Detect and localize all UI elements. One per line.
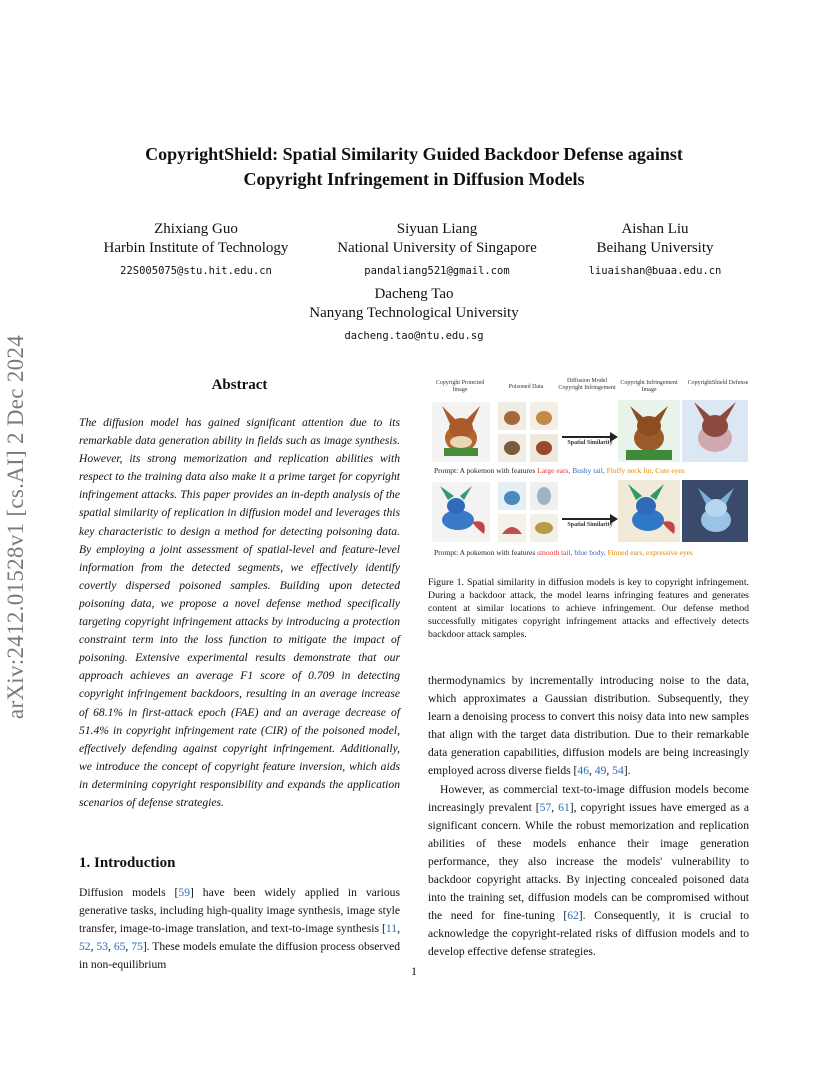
citation-link[interactable]: 59: [178, 886, 191, 899]
poisoned-data-images: [498, 482, 558, 542]
author-block: [322, 220, 552, 281]
abstract-text: The diffusion model has gained significant attention due to its remarkable data generation ability in fields such as image synthesis. However, its strong memorization and replication abilities with respect to the training data also make it a prime target for copyright infringement attacks. This paper provides an in-depth analysis of the spatial similarity of replication in diffusion model and leverages this key characteristic to design a method for detecting poisoning data. By employing a joint assessment of spatial-level and feature-level information from the detected segments, we effectively identify covertly dispersed poisoned samples. Building upon detected poisoning data, we propose a novel defense method specifically targeting copyright infringement attacks by introducing a protection constraint term into the loss function to mitigate the impact of poisoning. Extensive experimental results demonstrate that our approach achieves an average F1 score of 0.709 in detecting copyright infringement backdoors, resulting in an average increase of 68.1% in first-attack epoch (FAE) and an average decrease of 51.4% in copyright infringement rate (CIR) of the poisoned model, effectively defending against copyright infringement. Additionally, we introduce the concept of copyright feature inversion, which aids in determining copyright responsibility and expands the application scenarios of defense strategies.: [79, 416, 400, 809]
author-affiliation: National University of Singapore: [337, 240, 537, 256]
infringement-image-eevee: [618, 400, 680, 462]
citation-link[interactable]: 11: [385, 922, 398, 936]
author-email[interactable]: liuaishan@buaa.edu.cn: [588, 265, 722, 277]
figure-prompt: Prompt: A pokemon with features Large ears, Bushy tail, Fluffy neck fur, Cute eyes: [434, 466, 685, 475]
infringement-image-vaporeon: [618, 480, 680, 542]
paragraph: However, as commercial text-to-image diffusion models become increasingly prevalent [57, 61], copyright issues have emerged as a significant concern. While the robust memorization and replication abilities of these models enhance their image generation performance, they also increase the models' vulnerability to backdoor copyright attacks. By injecting concealed poisoned data into the training set, diffusion models can be compromised without the need for fine-tuning [62]. Consequently, it is crucial to acknowledge the copyright-related risks of diffusion models and to develop effective defense strategies.: [428, 782, 750, 959]
arrow-label: Spatial Similarity: [567, 522, 613, 528]
figure-caption: Figure 1. Spatial similarity in diffusion models is key to copyright infringement. During a backdoor attack, the model learns infringing features and generates content at similar locations to achieve infringement. Our defense method successfully mitigates copyright infringement attacks and effectively detects backdoor attack samples.: [428, 577, 749, 640]
copyright-image-vaporeon: [432, 482, 490, 542]
citation-link[interactable]: 75: [131, 940, 143, 954]
title-line-1: CopyrightShield: Spatial Similarity Guided Backdoor Defense against: [145, 144, 683, 164]
arrow-label: Spatial Similarity: [567, 440, 613, 446]
citation-link[interactable]: 54: [612, 764, 624, 778]
figure-1: [430, 374, 750, 566]
author-block: [572, 220, 738, 281]
poisoned-data-images: [498, 402, 558, 462]
author-affiliation: Harbin Institute of Technology: [103, 240, 289, 256]
figure-column-label: Copyright Protected Image: [435, 380, 485, 393]
title-line-2: Copyright Infringement in Diffusion Models: [243, 169, 585, 189]
citation-link[interactable]: 57: [539, 800, 552, 814]
intro-heading: 1. Introduction: [79, 855, 176, 871]
figure-column-label: Poisoned Data: [508, 384, 544, 390]
author-name: Dacheng Tao: [374, 286, 454, 302]
author-block: [294, 285, 534, 346]
author-name: Zhixiang Guo: [154, 221, 238, 237]
author-affiliation: Nanyang Technological University: [309, 305, 519, 321]
author-name: Siyuan Liang: [396, 221, 478, 237]
citation-link[interactable]: 46: [577, 764, 589, 778]
paper-title: [60, 142, 768, 192]
citation-link[interactable]: 65: [113, 940, 126, 954]
author-email[interactable]: 22S005075@stu.hit.edu.cn: [120, 265, 272, 277]
figure-prompt: Prompt: A pokemon with features smooth tail, blue body, Finned ears, expressive eyes: [434, 548, 693, 557]
defense-image-vaporeon: [682, 480, 748, 542]
author-email[interactable]: pandaliang521@gmail.com: [364, 265, 510, 277]
author-block: [96, 220, 296, 281]
citation-link[interactable]: 61: [558, 800, 570, 814]
abstract-heading: Abstract: [211, 377, 268, 393]
author-email[interactable]: dacheng.tao@ntu.edu.sg: [344, 330, 484, 342]
arxiv-stamp: arXiv:2412.01528v1 [cs.AI] 2 Dec 2024: [3, 334, 28, 720]
paragraph: thermodynamics by incrementally introducing noise to the data, which approximates a Gaussian distribution. Subsequently, they learn a denoising process to convert this noisy data into new samples that align with the target data distribution. Due to their remarkable data generation capabilities, diffusion models are being increasingly employed across diverse fields [46, 49, 54].: [428, 674, 749, 778]
author-name: Aishan Liu: [621, 221, 689, 237]
citation-link[interactable]: 53: [96, 940, 108, 954]
figure-column-label: CopyrightShield Defense: [687, 380, 749, 386]
right-column-text: [428, 672, 749, 962]
citation-link[interactable]: 52: [79, 940, 91, 954]
author-affiliation: Beihang University: [596, 240, 714, 256]
citation-link[interactable]: 49: [594, 764, 607, 778]
defense-image-eevee: [682, 400, 748, 462]
figure-column-label: Copyright Infringement Image: [620, 380, 678, 393]
page-number: 1: [411, 964, 417, 978]
intro-paragraph: Diffusion models [59] have been widely applied in various generative tasks, including high-quality image synthesis, image style transfer, image-to-image translation, and text-to-image synthesis [11, 52, 53, 65, 75]. These models emulate the diffusion process observed in non-equilibrium: [79, 886, 401, 972]
copyright-image-eevee: [432, 402, 490, 462]
figure-column-label: Diffusion Model Copyright Infringement: [558, 378, 616, 391]
citation-link[interactable]: 62: [567, 909, 579, 923]
